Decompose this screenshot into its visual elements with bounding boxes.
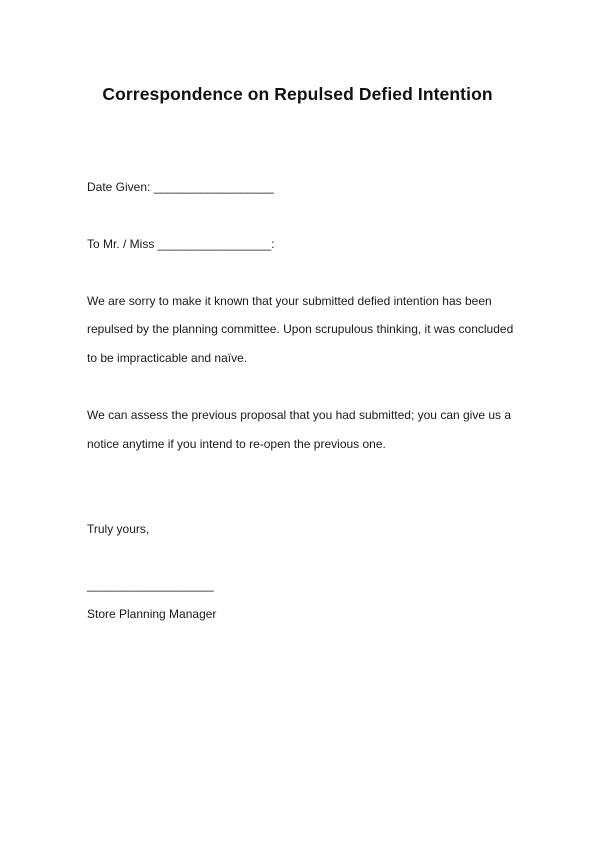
closing-salutation: Truly yours, [87,522,150,536]
date-given-line: Date Given: __________________ [87,180,274,194]
paragraph-line: repulsed by the planning committee. Upon scrupulous thinking, it was concluded [87,322,514,336]
signatory-title: Store Planning Manager [87,607,217,621]
letter-title: Correspondence on Repulsed Defied Intention [102,84,493,104]
paragraph-line: to be impracticable and naïve. [87,351,248,365]
signature-line: ___________________ [87,578,214,592]
paragraph-line: We are sorry to make it known that your submitted defied intention has been [87,294,492,308]
paragraph-line: We can assess the previous proposal that you had submitted; you can give us a [87,408,512,422]
paragraph-line: notice anytime if you intend to re-open the previous one. [87,437,386,451]
recipient-line: To Mr. / Miss _________________: [87,237,275,251]
